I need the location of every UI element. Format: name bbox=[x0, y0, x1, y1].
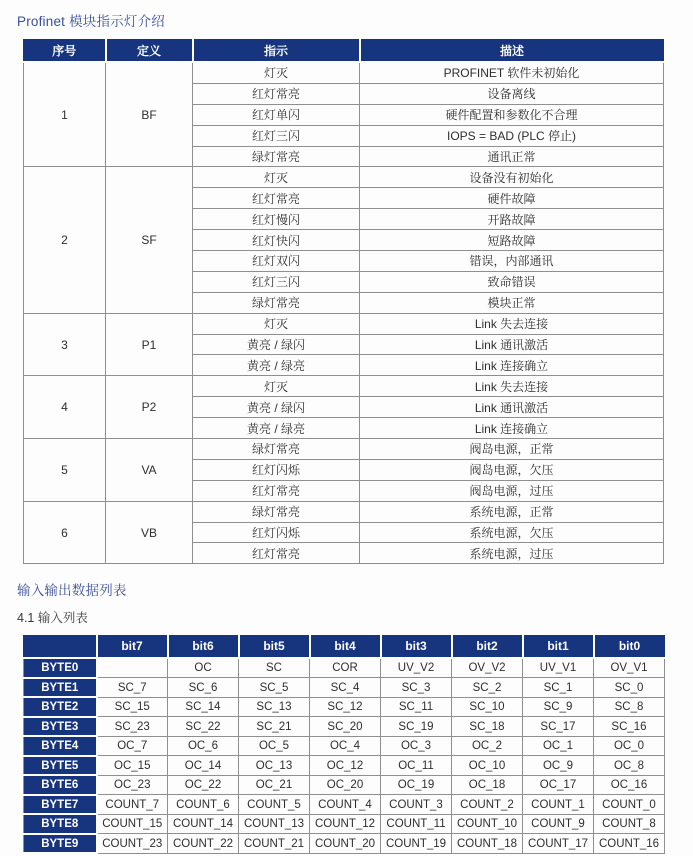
bit-value-cell: COUNT_8 bbox=[594, 814, 665, 834]
indication-cell: 红灯常亮 bbox=[193, 480, 360, 501]
description-cell: 系统电源，正常 bbox=[360, 501, 664, 522]
byte-row bbox=[24, 795, 665, 815]
indication-cell: 红灯三闪 bbox=[193, 125, 360, 146]
bit-value-cell: SC_19 bbox=[381, 717, 452, 737]
byte-row bbox=[24, 834, 665, 854]
description-cell: PROFINET 软件未初始化 bbox=[360, 62, 664, 83]
bit-value-cell: SC_20 bbox=[310, 717, 381, 737]
group-number-cell: 2 bbox=[24, 167, 106, 313]
byte-label-cell: BYTE0 bbox=[24, 658, 97, 678]
bit-value-cell: COUNT_18 bbox=[452, 834, 523, 854]
bit-value-cell: OC bbox=[168, 658, 239, 678]
bit-value-cell: SC_18 bbox=[452, 717, 523, 737]
bit-value-cell: UV_V1 bbox=[523, 658, 594, 678]
bit-value-cell: SC_12 bbox=[310, 697, 381, 717]
description-cell: 系统电源，欠压 bbox=[360, 522, 664, 543]
indication-cell: 红灯闪烁 bbox=[193, 459, 360, 480]
indication-cell: 红灯常亮 bbox=[193, 188, 360, 209]
bit-value-cell: OC_16 bbox=[594, 775, 665, 795]
byte-label-cell: BYTE2 bbox=[24, 697, 97, 717]
indication-cell: 红灯快闪 bbox=[193, 230, 360, 251]
bit0-header: bit0 bbox=[594, 635, 665, 658]
indicator-row bbox=[24, 62, 664, 83]
bit-value-cell: SC_16 bbox=[594, 717, 665, 737]
bit-value-cell: COUNT_15 bbox=[97, 814, 168, 834]
description-cell: 开路故障 bbox=[360, 209, 664, 230]
bit-value-cell: OC_17 bbox=[523, 775, 594, 795]
col-header-description: 描述 bbox=[360, 39, 664, 62]
bit-value-cell: OV_V2 bbox=[452, 658, 523, 678]
bit-value-cell: COUNT_5 bbox=[239, 795, 310, 815]
bit-value-cell: COUNT_21 bbox=[239, 834, 310, 854]
bit-value-cell: OC_5 bbox=[239, 736, 310, 756]
bit5-header: bit5 bbox=[239, 635, 310, 658]
bit-value-cell: SC bbox=[239, 658, 310, 678]
bit-value-cell: COUNT_17 bbox=[523, 834, 594, 854]
bit-value-cell: SC_2 bbox=[452, 678, 523, 698]
byte-label-cell: BYTE8 bbox=[24, 814, 97, 834]
indication-cell: 红灯单闪 bbox=[193, 104, 360, 125]
indication-cell: 灯灭 bbox=[193, 167, 360, 188]
bit-value-cell: SC_21 bbox=[239, 717, 310, 737]
bit-value-cell: COUNT_6 bbox=[168, 795, 239, 815]
bit-value-cell: OC_2 bbox=[452, 736, 523, 756]
bit-value-cell: SC_3 bbox=[381, 678, 452, 698]
bit-value-cell: COUNT_22 bbox=[168, 834, 239, 854]
bit-value-cell: COUNT_1 bbox=[523, 795, 594, 815]
byte-label-cell: BYTE3 bbox=[24, 717, 97, 737]
indication-cell: 红灯三闪 bbox=[193, 271, 360, 292]
indication-cell: 红灯闪烁 bbox=[193, 522, 360, 543]
bit-value-cell: SC_4 bbox=[310, 678, 381, 698]
description-cell: 硬件配置和参数化不合理 bbox=[360, 104, 664, 125]
group-definition-cell: P1 bbox=[106, 313, 193, 376]
bit-value-cell: OC_10 bbox=[452, 756, 523, 776]
bit-value-cell: OC_11 bbox=[381, 756, 452, 776]
indication-cell: 黄亮 / 绿闪 bbox=[193, 334, 360, 355]
section-title-io-data: 输入输出数据列表 bbox=[17, 583, 127, 599]
byte-label-cell: BYTE1 bbox=[24, 678, 97, 698]
group-number-cell: 4 bbox=[24, 376, 106, 439]
indication-cell: 绿灯常亮 bbox=[193, 146, 360, 167]
bit-value-cell: SC_0 bbox=[594, 678, 665, 698]
bit-value-cell: COUNT_10 bbox=[452, 814, 523, 834]
bit-value-cell: COUNT_11 bbox=[381, 814, 452, 834]
bit-value-cell: OC_21 bbox=[239, 775, 310, 795]
indication-cell: 黄亮 / 绿闪 bbox=[193, 397, 360, 418]
indication-cell: 红灯慢闪 bbox=[193, 209, 360, 230]
indication-cell: 灯灭 bbox=[193, 376, 360, 397]
bit-value-cell: SC_1 bbox=[523, 678, 594, 698]
description-cell: 通讯正常 bbox=[360, 146, 664, 167]
byte-label-cell: BYTE4 bbox=[24, 736, 97, 756]
bit-value-cell: SC_17 bbox=[523, 717, 594, 737]
description-cell: Link 失去连接 bbox=[360, 376, 664, 397]
bit-value-cell: OC_23 bbox=[97, 775, 168, 795]
bit7-header: bit7 bbox=[97, 635, 168, 658]
bit-value-cell: SC_5 bbox=[239, 678, 310, 698]
group-number-cell: 1 bbox=[24, 62, 106, 167]
indication-cell: 红灯常亮 bbox=[193, 83, 360, 104]
bit6-header: bit6 bbox=[168, 635, 239, 658]
bit-value-cell: COUNT_20 bbox=[310, 834, 381, 854]
bit-value-cell: COUNT_0 bbox=[594, 795, 665, 815]
indicator-table bbox=[23, 39, 664, 564]
bit-value-cell: OC_0 bbox=[594, 736, 665, 756]
indicator-row bbox=[24, 167, 664, 188]
bit-value-cell: SC_13 bbox=[239, 697, 310, 717]
description-cell: 系统电源，过压 bbox=[360, 543, 664, 564]
bit1-header: bit1 bbox=[523, 635, 594, 658]
description-cell: 模块正常 bbox=[360, 292, 664, 313]
bit-value-cell: OC_3 bbox=[381, 736, 452, 756]
bit-value-cell: COUNT_2 bbox=[452, 795, 523, 815]
indication-cell: 红灯常亮 bbox=[193, 543, 360, 564]
bit-value-cell: UV_V2 bbox=[381, 658, 452, 678]
group-number-cell: 5 bbox=[24, 439, 106, 502]
bit-value-cell: OC_19 bbox=[381, 775, 452, 795]
byte-label-cell: BYTE6 bbox=[24, 775, 97, 795]
bit-value-cell: SC_10 bbox=[452, 697, 523, 717]
bit-value-cell: SC_15 bbox=[97, 697, 168, 717]
bit-value-cell: OC_6 bbox=[168, 736, 239, 756]
col-header-no: 序号 bbox=[24, 39, 106, 62]
group-definition-cell: VA bbox=[106, 439, 193, 502]
bit3-header: bit3 bbox=[381, 635, 452, 658]
corner-cell bbox=[24, 635, 97, 658]
bit-value-cell: SC_7 bbox=[97, 678, 168, 698]
indication-cell: 灯灭 bbox=[193, 313, 360, 334]
bit-value-cell: SC_8 bbox=[594, 697, 665, 717]
indicator-table-header bbox=[24, 39, 664, 62]
bit-value-cell: OC_4 bbox=[310, 736, 381, 756]
indication-cell: 绿灯常亮 bbox=[193, 501, 360, 522]
bit-value-cell: OC_9 bbox=[523, 756, 594, 776]
input-table-header bbox=[24, 635, 665, 658]
col-header-indication: 指示 bbox=[193, 39, 360, 62]
bit-value-cell: SC_14 bbox=[168, 697, 239, 717]
bit-value-cell: COR bbox=[310, 658, 381, 678]
group-definition-cell: P2 bbox=[106, 376, 193, 439]
bit-value-cell: SC_22 bbox=[168, 717, 239, 737]
byte-row bbox=[24, 814, 665, 834]
indication-cell: 红灯双闪 bbox=[193, 251, 360, 272]
group-definition-cell: VB bbox=[106, 501, 193, 564]
description-cell: 设备离线 bbox=[360, 83, 664, 104]
bit-value-cell: COUNT_9 bbox=[523, 814, 594, 834]
bit-value-cell: COUNT_16 bbox=[594, 834, 665, 854]
description-cell: 错误，内部通讯 bbox=[360, 251, 664, 272]
bit-value-cell: COUNT_4 bbox=[310, 795, 381, 815]
description-cell: Link 通讯激活 bbox=[360, 397, 664, 418]
input-table-body bbox=[24, 658, 665, 853]
bit-value-cell: COUNT_19 bbox=[381, 834, 452, 854]
description-cell: Link 连接确立 bbox=[360, 418, 664, 439]
group-definition-cell: SF bbox=[106, 167, 193, 313]
bit-value-cell: OC_7 bbox=[97, 736, 168, 756]
bit-value-cell: OC_22 bbox=[168, 775, 239, 795]
bit-value-cell: OC_18 bbox=[452, 775, 523, 795]
indication-cell: 绿灯常亮 bbox=[193, 292, 360, 313]
description-cell: Link 通讯激活 bbox=[360, 334, 664, 355]
byte-label-cell: BYTE9 bbox=[24, 834, 97, 854]
byte-row bbox=[24, 736, 665, 756]
indicator-row bbox=[24, 313, 664, 334]
description-cell: IOPS = BAD (PLC 停止) bbox=[360, 125, 664, 146]
byte-row bbox=[24, 678, 665, 698]
byte-label-cell: BYTE5 bbox=[24, 756, 97, 776]
group-number-cell: 3 bbox=[24, 313, 106, 376]
bit-value-cell: SC_6 bbox=[168, 678, 239, 698]
bit-value-cell: OC_8 bbox=[594, 756, 665, 776]
byte-row bbox=[24, 775, 665, 795]
bit-value-cell: COUNT_3 bbox=[381, 795, 452, 815]
bit-value-cell: OC_14 bbox=[168, 756, 239, 776]
indication-cell: 黄亮 / 绿亮 bbox=[193, 355, 360, 376]
description-cell: 硬件故障 bbox=[360, 188, 664, 209]
description-cell: 短路故障 bbox=[360, 230, 664, 251]
description-cell: 阀岛电源，欠压 bbox=[360, 459, 664, 480]
bit-value-cell: COUNT_14 bbox=[168, 814, 239, 834]
byte-row bbox=[24, 756, 665, 776]
description-cell: Link 连接确立 bbox=[360, 355, 664, 376]
bit-value-cell: COUNT_7 bbox=[97, 795, 168, 815]
bit-value-cell bbox=[97, 658, 168, 678]
description-cell: 阀岛电源，过压 bbox=[360, 480, 664, 501]
bit-value-cell: SC_11 bbox=[381, 697, 452, 717]
group-definition-cell: BF bbox=[106, 62, 193, 167]
group-number-cell: 6 bbox=[24, 501, 106, 564]
bit-value-cell: OC_13 bbox=[239, 756, 310, 776]
bit-value-cell: COUNT_23 bbox=[97, 834, 168, 854]
bit-value-cell: OC_20 bbox=[310, 775, 381, 795]
indicator-row bbox=[24, 501, 664, 522]
indication-cell: 灯灭 bbox=[193, 62, 360, 83]
description-cell: Link 失去连接 bbox=[360, 313, 664, 334]
bit2-header: bit2 bbox=[452, 635, 523, 658]
bit-value-cell: OV_V1 bbox=[594, 658, 665, 678]
indicator-row bbox=[24, 439, 664, 460]
indication-cell: 绿灯常亮 bbox=[193, 439, 360, 460]
col-header-definition: 定义 bbox=[106, 39, 193, 62]
subsection-title-input-list: 4.1 输入列表 bbox=[17, 611, 88, 626]
bit-value-cell: SC_23 bbox=[97, 717, 168, 737]
description-cell: 设备没有初始化 bbox=[360, 167, 664, 188]
input-bytes-table bbox=[23, 635, 665, 854]
bit-value-cell: COUNT_12 bbox=[310, 814, 381, 834]
bit-value-cell: OC_15 bbox=[97, 756, 168, 776]
byte-row bbox=[24, 717, 665, 737]
description-cell: 阀岛电源，正常 bbox=[360, 439, 664, 460]
bit4-header: bit4 bbox=[310, 635, 381, 658]
bit-value-cell: COUNT_13 bbox=[239, 814, 310, 834]
indication-cell: 黄亮 / 绿亮 bbox=[193, 418, 360, 439]
byte-row bbox=[24, 658, 665, 678]
section-title-indicator: Profinet 模块指示灯介绍 bbox=[17, 14, 165, 29]
bit-value-cell: OC_1 bbox=[523, 736, 594, 756]
bit-value-cell: OC_12 bbox=[310, 756, 381, 776]
indicator-row bbox=[24, 376, 664, 397]
bit-value-cell: SC_9 bbox=[523, 697, 594, 717]
byte-row bbox=[24, 697, 665, 717]
description-cell: 致命错误 bbox=[360, 271, 664, 292]
byte-label-cell: BYTE7 bbox=[24, 795, 97, 815]
indicator-table-body bbox=[24, 62, 664, 564]
